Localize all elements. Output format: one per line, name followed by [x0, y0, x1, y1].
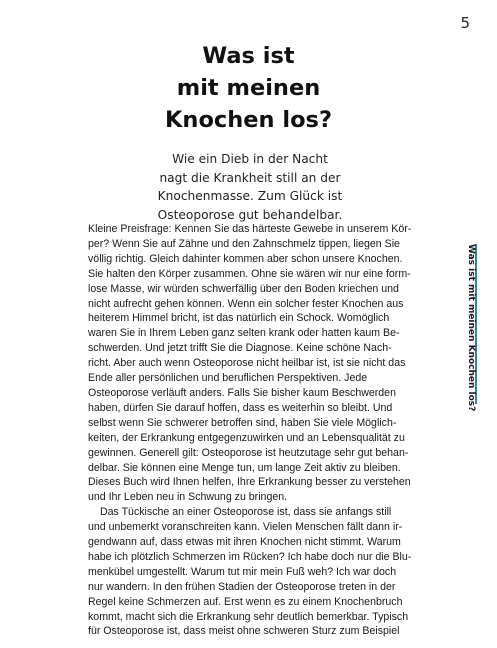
body-line: für Osteoporose ist, dass meist ohne schweren Sturz zum Beispiel [88, 625, 400, 638]
subtitle-line: nagt die Krankheit still an der [159, 170, 341, 185]
body-line: völlig richtig. Gleich dahinter kommen aber schon unsere Knochen. [88, 252, 403, 265]
body-line: Regel keine Schmerzen auf. Erst wenn es zu einem Knochenbruch [88, 595, 403, 608]
body-line: und unbemerkt voranschreiten kann. Vielen Menschen fällt dann ir- [88, 521, 403, 534]
body-line: richt. Aber auch wenn Osteoporose nicht heilbar ist, ist sie nicht das [88, 357, 406, 370]
body-line: Osteoporose verläuft anders. Falls Sie bisher kaum Beschwerden [88, 386, 396, 399]
body-line: nur wandern. In den frühen Stadien der Osteoporose treten in der [88, 580, 396, 593]
body-line: keiten, der Erkrankung entgegenzuwirken und an Lebensqualität zu [88, 431, 405, 444]
chapter-subtitle [100, 150, 400, 224]
body-line: Kleine Preisfrage: Kennen Sie das härteste Gewebe in unserem Kör- [88, 223, 412, 235]
body-line: Dieses Buch wird Ihnen helfen, Ihre Erkrankung besser zu verstehen [88, 476, 411, 489]
chapter-side-tab [465, 244, 477, 412]
body-line: Ende aller persönlichen und beruflichen Perspektiven. Jede [88, 372, 368, 385]
body-text [88, 222, 428, 639]
subtitle-line: Knochenmasse. Zum Glück ist [157, 189, 343, 203]
chapter-title [0, 40, 497, 136]
body-line: selbst wenn Sie schwerer betroffen sind, haben Sie viele Möglich- [88, 416, 397, 429]
chapter-title-line: Knochen los? [165, 107, 332, 133]
subtitle-line: Osteoporose gut behandelbar. [157, 207, 343, 222]
body-line: nicht aufrecht gehen können. Wenn ein solcher fester Knochen aus [88, 297, 404, 310]
body-line: und Ihr Leben neu in Schwung zu bringen. [88, 491, 288, 504]
body-line: habe ich plötzlich Schmerzen im Rücken? Ich habe doch nur die Blu- [88, 550, 412, 563]
body-line: per? Wenn Sie auf Zähne und den Zahnschmelz tippen, liegen Sie [88, 237, 400, 250]
body-line: menkübel umgestellt. Warum tut mir mein Fuß weh? Ich war doch [88, 565, 397, 578]
body-line: delbar. Sie können eine Menge tun, um lange Zeit aktiv zu bleiben. [88, 461, 401, 474]
body-line-indented: Das Tückische an einer Osteoporose ist, dass sie anfangs still [100, 506, 392, 519]
page-number: 5 [460, 14, 470, 32]
body-line: lose Masse, wir würden schwerfällig über den Boden kriechen und [88, 282, 399, 295]
chapter-title-line: Was ist [202, 43, 295, 69]
side-tab-label: Was ist mit meinen Knochen los? [466, 244, 476, 412]
body-line: kommt, macht sich die Erkrankung sehr deutlich bemerkbar. Typisch [88, 610, 409, 623]
body-line: heiterem Himmel bricht, ist das natürlich ein Schock. Womöglich [88, 312, 390, 325]
subtitle-line: Wie ein Dieb in der Nacht [172, 152, 328, 166]
body-line: gendwann auf, dass etwas mit ihren Knochen nicht stimmt. Warum [88, 536, 401, 549]
body-line: schwerden. Und jetzt trifft Sie die Diagnose. Keine schöne Nach- [88, 342, 392, 355]
chapter-title-line: mit meinen [176, 75, 321, 101]
body-line: waren Sie in Ihrem Leben ganz selten krank oder hatten kaum Be- [88, 327, 400, 340]
body-line: gewinnen. Generell gilt: Osteoporose ist heutzutage sehr gut behan- [88, 446, 409, 459]
body-line: Sie halten den Körper zusammen. Ohne sie wären wir nur eine form- [88, 267, 411, 280]
body-line: haben, dürfen Sie darauf hoffen, dass es weiterhin so bleibt. Und [88, 401, 393, 414]
